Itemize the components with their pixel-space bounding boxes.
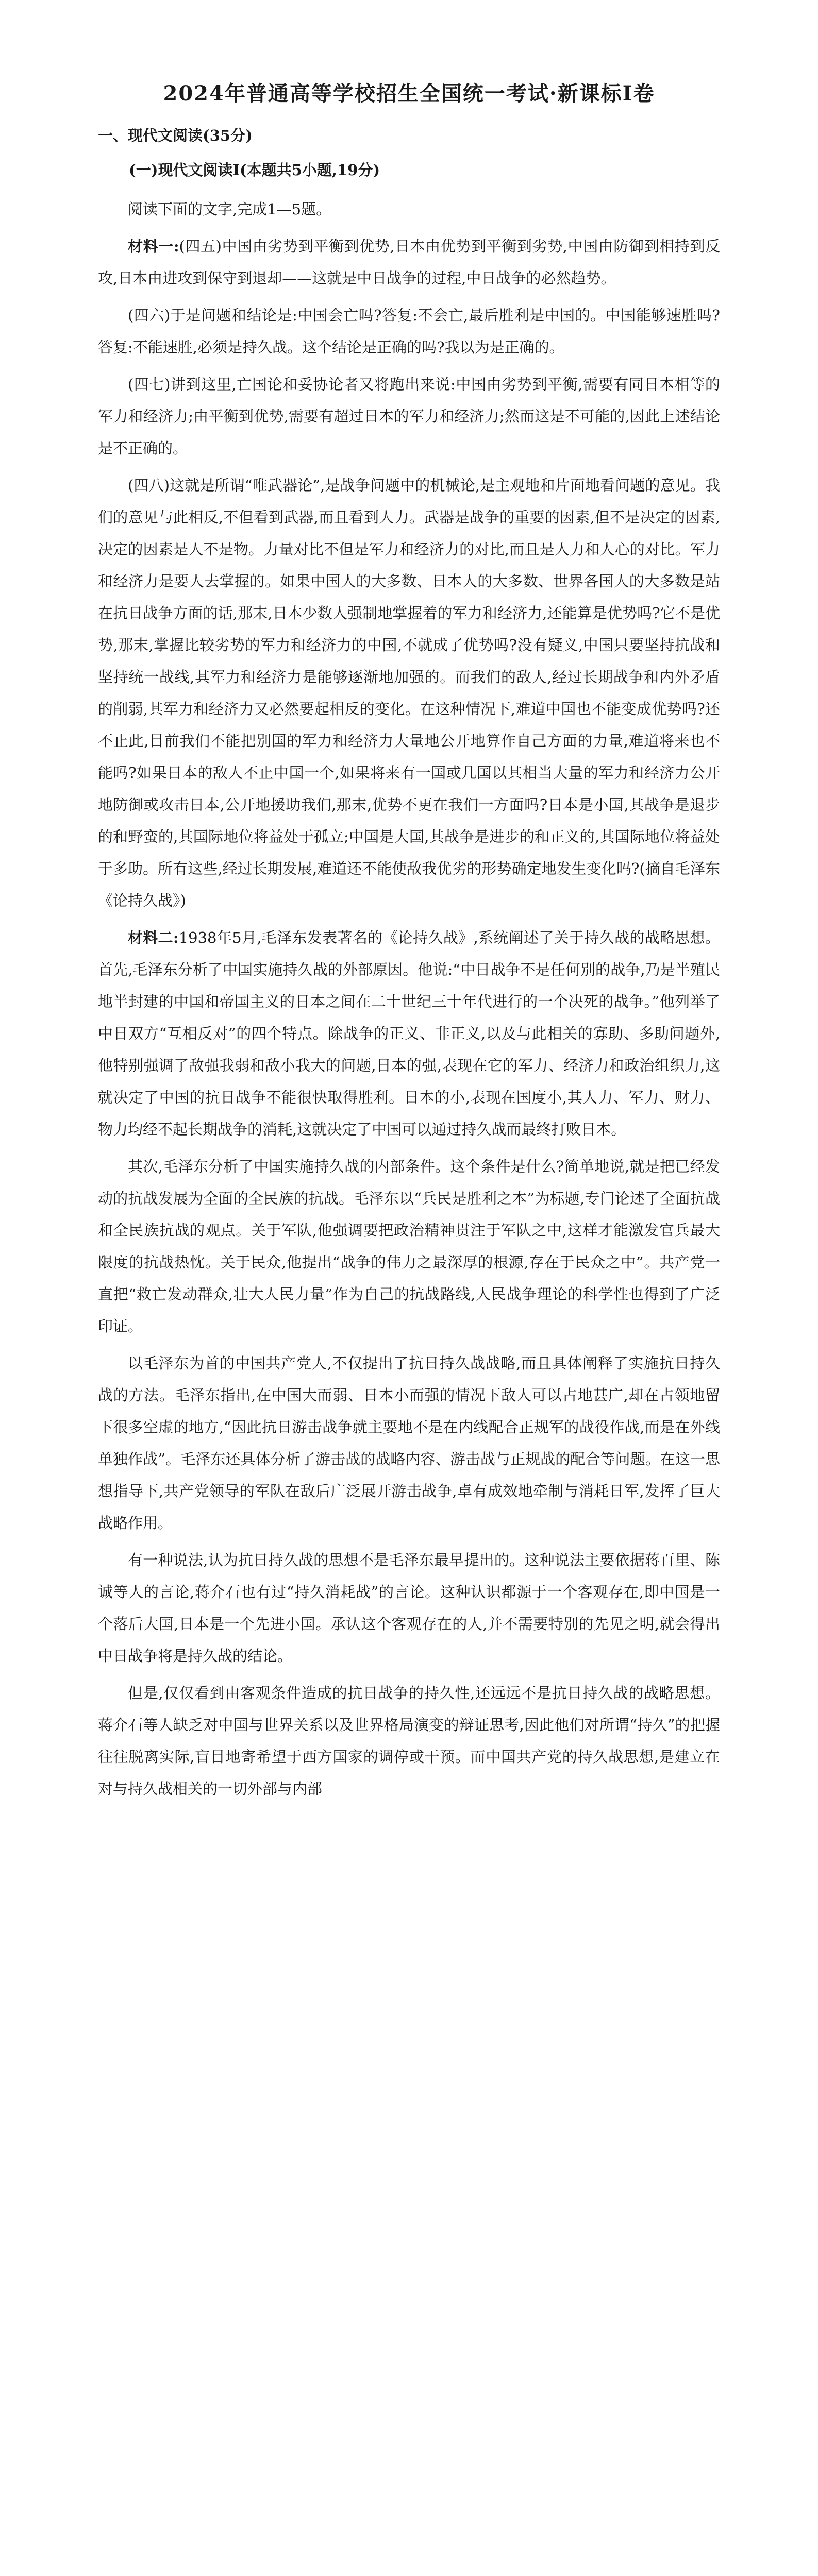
material1-label: 材料一:: [128, 238, 179, 255]
section-heading: 一、现代文阅读(35分): [98, 127, 253, 144]
exam-title: 2024年普通高等学校招生全国统一考试·新课标Ⅰ卷: [163, 81, 655, 106]
material1-paragraph-4: (四八)这就是所谓“唯武器论”,是战争问题中的机械论,是主观地和片面地看问题的意见。我们的意见与此相反,不但看到武器,而且看到人力。武器是战争的重要的因素,但不是决定的因素,决定的因素是人不是物。力量对比不但是军力和经济力的对比,而且是人力和人心的对比。军力和经济力是要人去掌握的。如果中国人的大多数、日本人的大多数、世界各国人的大多数是站在抗日战争方面的话,那末,日本少数人强制地掌握着的军力和经济力,还能算是优势吗?它不是优势,那末,掌握比较劣势的军力和经济力的中国,不就成了优势吗?没有疑义,中国只要坚持抗战和坚持统一战线,其军力和经济力是能够逐渐地加强的。而我们的敌人,经过长期战争和内外矛盾的削弱,其军力和经济力又必然要起相反的变化。在这种情况下,难道中国也不能变成优势吗?还不止此,目前我们不能把别国的军力和经济力大量地公开地算作自己方面的力量,难道将来也不能吗?如果日本的敌人不止中国一个,如果将来有一国或几国以其相当大量的军力和经济力公开地防御或攻击日本,公开地援助我们,那末,优势不更在我们一方面吗?日本是小国,其战争是退步的和野蛮的,其国际地位将益处于孤立;中国是大国,其战争是进步的和正义的,其国际地位将益处于多助。所有这些,经过长期发展,难道还不能使敌我优劣的形势确定地发生变化吗?(摘自毛泽东《论持久战》): [98, 477, 720, 909]
subsection-heading: (一)现代文阅读Ⅰ(本题共5小题,19分): [129, 161, 380, 179]
reading-instruction: 阅读下面的文字,完成1—5题。: [128, 200, 331, 218]
material1-paragraph-1: 材料一:(四五)中国由劣势到平衡到优势,日本由优势到平衡到劣势,中国由防御到相持到反攻,日本由进攻到保守到退却——这就是中日战争的过程,中日战争的必然趋势。: [98, 238, 720, 287]
material2-paragraph-4: 有一种说法,认为抗日持久战的思想不是毛泽东最早提出的。这种说法主要依据蒋百里、陈诚等人的言论,蒋介石也有过“持久消耗战”的言论。这种认识都源于一个客观存在,即中国是一个落后大国,日本是一个先进小国。承认这个客观存在的人,并不需要特别的先见之明,就会得出中日战争将是持久战的结论。: [98, 1551, 720, 1665]
material1-paragraph-3: (四七)讲到这里,亡国论和妥协论者又将跑出来说:中国由劣势到平衡,需要有同日本相等的军力和经济力;由平衡到优势,需要有超过日本的军力和经济力;然而这是不可能的,因此上述结论是不正确的。: [98, 376, 720, 457]
material2-paragraph-3: 以毛泽东为首的中国共产党人,不仅提出了抗日持久战战略,而且具体阐释了实施抗日持久战的方法。毛泽东指出,在中国大而弱、日本小而强的情况下敌人可以占地甚广,却在占领地留下很多空虚的地方,“因此抗日游击战争就主要地不是在内线配合正规军的战役作战,而是在外线单独作战”。毛泽东还具体分析了游击战的战略内容、游击战与正规战的配合等问题。在这一思想指导下,共产党领导的军队在敌后广泛展开游击战争,卓有成效地牵制与消耗日军,发挥了巨大战略作用。: [98, 1354, 720, 1532]
material2-paragraph-5: 但是,仅仅看到由客观条件造成的抗日战争的持久性,还远远不是抗日持久战的战略思想。蒋介石等人缺乏对中国与世界关系以及世界格局演变的辩证思考,因此他们对所谓“持久”的把握往往脱离实际,盲目地寄希望于西方国家的调停或干预。而中国共产党的持久战思想,是建立在对与持久战相关的一切外部与内部: [98, 1684, 720, 1798]
material1-paragraph-2: (四六)于是问题和结论是:中国会亡吗?答复:不会亡,最后胜利是中国的。中国能够速胜吗?答复:不能速胜,必须是持久战。这个结论是正确的吗?我以为是正确的。: [98, 307, 720, 356]
material2-paragraph-1: 材料二:1938年5月,毛泽东发表著名的《论持久战》,系统阐述了关于持久战的战略思想。首先,毛泽东分析了中国实施持久战的外部原因。他说:“中日战争不是任何别的战争,乃是半殖民地半封建的中国和帝国主义的日本之间在二十世纪三十年代进行的一个决死的战争。”他列举了中日双方“互相反对”的四个特点。除战争的正义、非正义,以及与此相关的寡助、多助问题外,他特别强调了敌强我弱和敌小我大的问题,日本的强,表现在它的军力、经济力和政治组织力,这就决定了中国的抗日战争不能很快取得胜利。日本的小,表现在国度小,其人力、军力、财力、物力均经不起长期战争的消耗,这就决定了中国可以通过持久战而最终打败日本。: [98, 929, 720, 1138]
material2-paragraph-2: 其次,毛泽东分析了中国实施持久战的内部条件。这个条件是什么?简单地说,就是把已经发动的抗战发展为全面的全民族的抗战。毛泽东以“兵民是胜利之本”为标题,专门论述了全面抗战和全民族抗战的观点。关于军队,他强调要把政治精神贯注于军队之中,这样才能激发官兵最大限度的抗战热忱。关于民众,他提出“战争的伟力之最深厚的根源,存在于民众之中”。共产党一直把“救亡发动群众,壮大人民力量”作为自己的抗战路线,人民战争理论的科学性也得到了广泛印证。: [98, 1158, 720, 1335]
material2-label: 材料二:: [128, 929, 179, 946]
